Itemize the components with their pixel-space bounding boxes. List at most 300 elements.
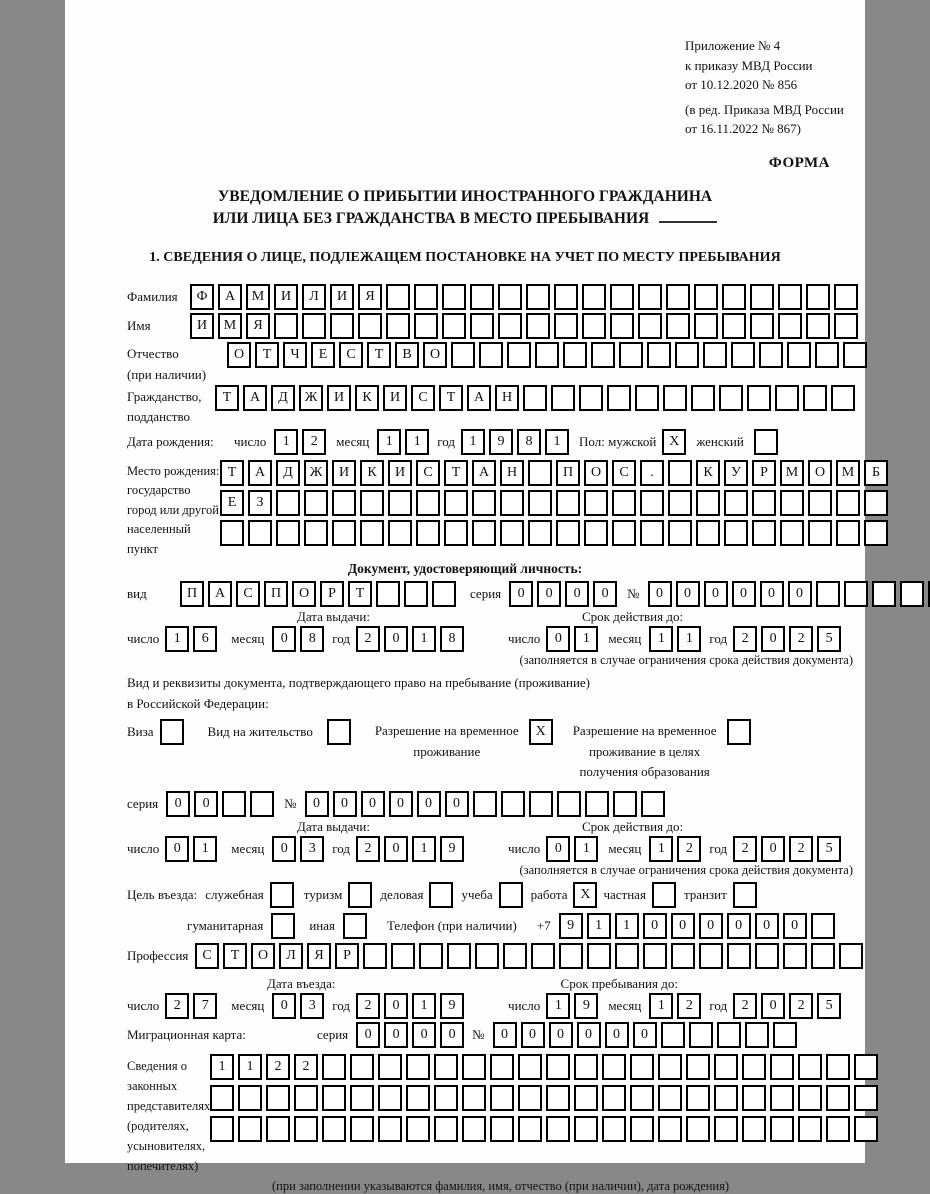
cell[interactable] bbox=[416, 520, 440, 546]
cell[interactable] bbox=[602, 1085, 626, 1111]
cell[interactable] bbox=[826, 1116, 850, 1142]
cell[interactable]: У bbox=[724, 460, 748, 486]
cell[interactable]: Ж bbox=[304, 460, 328, 486]
cell[interactable]: 0 bbox=[165, 836, 189, 862]
cell[interactable]: С bbox=[411, 385, 435, 411]
cell[interactable] bbox=[462, 1085, 486, 1111]
cell[interactable] bbox=[640, 520, 664, 546]
cell[interactable]: 1 bbox=[649, 626, 673, 652]
cell[interactable] bbox=[750, 284, 774, 310]
cell[interactable]: Р bbox=[320, 581, 344, 607]
cell[interactable] bbox=[419, 943, 443, 969]
cell[interactable]: Ч bbox=[283, 342, 307, 368]
cell[interactable] bbox=[490, 1085, 514, 1111]
cell[interactable] bbox=[591, 342, 615, 368]
cell[interactable] bbox=[451, 342, 475, 368]
cell[interactable] bbox=[322, 1054, 346, 1080]
cell[interactable]: 9 bbox=[489, 429, 513, 455]
identity-issue-day-cells[interactable] bbox=[165, 626, 217, 652]
cell[interactable] bbox=[686, 1116, 710, 1142]
cell[interactable]: 0 bbox=[412, 1022, 436, 1048]
cell[interactable] bbox=[727, 943, 751, 969]
cell[interactable]: Т bbox=[367, 342, 391, 368]
cell[interactable]: 2 bbox=[294, 1054, 318, 1080]
cell[interactable] bbox=[727, 719, 751, 745]
entry-day-cells[interactable] bbox=[165, 993, 217, 1019]
representatives-row2-cells[interactable] bbox=[210, 1085, 878, 1111]
cell[interactable] bbox=[526, 284, 550, 310]
cell[interactable] bbox=[574, 1116, 598, 1142]
purpose-tourism-checkbox[interactable] bbox=[348, 882, 372, 908]
cell[interactable] bbox=[523, 385, 547, 411]
cell[interactable] bbox=[582, 313, 606, 339]
cell[interactable]: 0 bbox=[643, 913, 667, 939]
cell[interactable] bbox=[778, 284, 802, 310]
cell[interactable] bbox=[826, 1085, 850, 1111]
cell[interactable] bbox=[691, 385, 715, 411]
cell[interactable] bbox=[613, 791, 637, 817]
cell[interactable]: 2 bbox=[733, 993, 757, 1019]
cell[interactable]: 2 bbox=[677, 836, 701, 862]
residence-valid-day-cells[interactable] bbox=[546, 836, 598, 862]
cell[interactable]: 0 bbox=[509, 581, 533, 607]
cell[interactable] bbox=[276, 490, 300, 516]
citizenship-cells[interactable] bbox=[215, 385, 855, 411]
cell[interactable] bbox=[843, 342, 867, 368]
identity-issue-year-cells[interactable] bbox=[356, 626, 464, 652]
cell[interactable]: 0 bbox=[577, 1022, 601, 1048]
cell[interactable]: Т bbox=[255, 342, 279, 368]
cell[interactable] bbox=[556, 490, 580, 516]
cell[interactable] bbox=[742, 1085, 766, 1111]
cell[interactable]: А bbox=[218, 284, 242, 310]
cell[interactable] bbox=[238, 1085, 262, 1111]
purpose-transit-checkbox[interactable] bbox=[733, 882, 757, 908]
cell[interactable] bbox=[638, 284, 662, 310]
cell[interactable]: 0 bbox=[761, 993, 785, 1019]
cell[interactable] bbox=[750, 313, 774, 339]
cell[interactable]: 0 bbox=[648, 581, 672, 607]
cell[interactable]: Е bbox=[311, 342, 335, 368]
cell[interactable]: И bbox=[383, 385, 407, 411]
cell[interactable]: Я bbox=[358, 284, 382, 310]
cell[interactable]: Т bbox=[215, 385, 239, 411]
cell[interactable] bbox=[803, 385, 827, 411]
cell[interactable]: 6 bbox=[193, 626, 217, 652]
cell[interactable]: 0 bbox=[593, 581, 617, 607]
cell[interactable]: И bbox=[330, 284, 354, 310]
purpose-business-checkbox[interactable] bbox=[429, 882, 453, 908]
cell[interactable] bbox=[834, 313, 858, 339]
cell[interactable] bbox=[304, 520, 328, 546]
cell[interactable]: Б bbox=[864, 460, 888, 486]
cell[interactable]: Я bbox=[307, 943, 331, 969]
cell[interactable]: 0 bbox=[788, 581, 812, 607]
cell[interactable] bbox=[696, 520, 720, 546]
cell[interactable] bbox=[773, 1022, 797, 1048]
cell[interactable]: 9 bbox=[574, 993, 598, 1019]
cell[interactable]: Ф bbox=[190, 284, 214, 310]
cell[interactable] bbox=[554, 313, 578, 339]
cell[interactable] bbox=[752, 520, 776, 546]
cell[interactable]: Н bbox=[495, 385, 519, 411]
cell[interactable] bbox=[386, 313, 410, 339]
surname-cells[interactable] bbox=[190, 284, 858, 310]
cell[interactable] bbox=[864, 520, 888, 546]
cell[interactable] bbox=[770, 1116, 794, 1142]
cell[interactable] bbox=[274, 313, 298, 339]
cell[interactable] bbox=[834, 284, 858, 310]
cell[interactable]: 1 bbox=[165, 626, 189, 652]
cell[interactable]: 0 bbox=[521, 1022, 545, 1048]
purpose-study-checkbox[interactable] bbox=[499, 882, 523, 908]
identity-valid-year-cells[interactable] bbox=[733, 626, 841, 652]
cell[interactable]: 2 bbox=[677, 993, 701, 1019]
cell[interactable]: П bbox=[180, 581, 204, 607]
cell[interactable]: X bbox=[662, 429, 686, 455]
cell[interactable] bbox=[747, 385, 771, 411]
cell[interactable] bbox=[528, 460, 552, 486]
cell[interactable]: 5 bbox=[817, 626, 841, 652]
identity-valid-month-cells[interactable] bbox=[649, 626, 701, 652]
cell[interactable]: 0 bbox=[384, 836, 408, 862]
cell[interactable] bbox=[416, 490, 440, 516]
cell[interactable]: 1 bbox=[615, 913, 639, 939]
cell[interactable] bbox=[754, 429, 778, 455]
cell[interactable] bbox=[647, 342, 671, 368]
cell[interactable] bbox=[719, 385, 743, 411]
cell[interactable]: С bbox=[339, 342, 363, 368]
cell[interactable] bbox=[414, 284, 438, 310]
cell[interactable] bbox=[546, 1085, 570, 1111]
cell[interactable]: 0 bbox=[272, 993, 296, 1019]
cell[interactable] bbox=[531, 943, 555, 969]
cell[interactable] bbox=[574, 1085, 598, 1111]
cell[interactable]: . bbox=[640, 460, 664, 486]
cell[interactable] bbox=[507, 342, 531, 368]
cell[interactable] bbox=[872, 581, 896, 607]
residence-issue-year-cells[interactable] bbox=[356, 836, 464, 862]
cell[interactable] bbox=[836, 490, 860, 516]
cell[interactable] bbox=[703, 342, 727, 368]
cell[interactable]: 0 bbox=[384, 993, 408, 1019]
cell[interactable] bbox=[479, 342, 503, 368]
identity-number-cells[interactable] bbox=[648, 581, 930, 607]
cell[interactable]: Л bbox=[279, 943, 303, 969]
cell[interactable]: 0 bbox=[493, 1022, 517, 1048]
cell[interactable]: Ж bbox=[299, 385, 323, 411]
cell[interactable]: 0 bbox=[633, 1022, 657, 1048]
purpose-official-checkbox[interactable] bbox=[270, 882, 294, 908]
cell[interactable]: П bbox=[556, 460, 580, 486]
cell[interactable]: О bbox=[808, 460, 832, 486]
cell[interactable]: 1 bbox=[405, 429, 429, 455]
cell[interactable] bbox=[638, 313, 662, 339]
purpose-work-checkbox[interactable] bbox=[573, 882, 597, 908]
cell[interactable]: 5 bbox=[817, 836, 841, 862]
cell[interactable] bbox=[671, 943, 695, 969]
cell[interactable]: 0 bbox=[727, 913, 751, 939]
cell[interactable] bbox=[472, 520, 496, 546]
cell[interactable] bbox=[579, 385, 603, 411]
cell[interactable] bbox=[350, 1116, 374, 1142]
cell[interactable]: О bbox=[584, 460, 608, 486]
cell[interactable] bbox=[668, 490, 692, 516]
cell[interactable]: А bbox=[467, 385, 491, 411]
cell[interactable] bbox=[699, 943, 723, 969]
residence-series-cells[interactable] bbox=[166, 791, 274, 817]
cell[interactable]: М bbox=[246, 284, 270, 310]
cell[interactable]: 0 bbox=[537, 581, 561, 607]
cell[interactable]: Р bbox=[335, 943, 359, 969]
cell[interactable] bbox=[610, 284, 634, 310]
cell[interactable]: 2 bbox=[356, 836, 380, 862]
cell[interactable] bbox=[444, 520, 468, 546]
cell[interactable] bbox=[276, 520, 300, 546]
cell[interactable]: Т bbox=[348, 581, 372, 607]
cell[interactable] bbox=[429, 882, 453, 908]
cell[interactable] bbox=[266, 1085, 290, 1111]
cell[interactable] bbox=[806, 284, 830, 310]
cell[interactable]: 8 bbox=[517, 429, 541, 455]
cell[interactable]: 9 bbox=[440, 836, 464, 862]
cell[interactable] bbox=[742, 1054, 766, 1080]
cell[interactable] bbox=[473, 791, 497, 817]
cell[interactable] bbox=[327, 719, 351, 745]
cell[interactable]: 2 bbox=[733, 836, 757, 862]
cell[interactable] bbox=[332, 490, 356, 516]
cell[interactable] bbox=[470, 313, 494, 339]
residence-issue-month-cells[interactable] bbox=[272, 836, 324, 862]
cell[interactable]: 2 bbox=[165, 993, 189, 1019]
cell[interactable] bbox=[358, 313, 382, 339]
cell[interactable]: 9 bbox=[559, 913, 583, 939]
cell[interactable]: М bbox=[218, 313, 242, 339]
cell[interactable] bbox=[350, 1085, 374, 1111]
cell[interactable]: 0 bbox=[783, 913, 807, 939]
cell[interactable]: 1 bbox=[587, 913, 611, 939]
cell[interactable] bbox=[811, 913, 835, 939]
cell[interactable]: X bbox=[529, 719, 553, 745]
cell[interactable] bbox=[360, 520, 384, 546]
cell[interactable] bbox=[815, 342, 839, 368]
cell[interactable] bbox=[499, 882, 523, 908]
cell[interactable]: 1 bbox=[649, 836, 673, 862]
cell[interactable]: 2 bbox=[302, 429, 326, 455]
cell[interactable] bbox=[376, 581, 400, 607]
cell[interactable]: 0 bbox=[445, 791, 469, 817]
birth-day-cells[interactable] bbox=[274, 429, 326, 455]
cell[interactable] bbox=[854, 1116, 878, 1142]
cell[interactable] bbox=[663, 385, 687, 411]
cell[interactable] bbox=[770, 1085, 794, 1111]
purpose-other-checkbox[interactable] bbox=[343, 913, 367, 939]
purpose-private-checkbox[interactable] bbox=[652, 882, 676, 908]
cell[interactable]: 0 bbox=[417, 791, 441, 817]
cell[interactable] bbox=[462, 1116, 486, 1142]
cell[interactable]: И bbox=[327, 385, 351, 411]
cell[interactable] bbox=[266, 1116, 290, 1142]
cell[interactable] bbox=[714, 1085, 738, 1111]
cell[interactable] bbox=[220, 520, 244, 546]
cell[interactable] bbox=[582, 284, 606, 310]
cell[interactable] bbox=[630, 1116, 654, 1142]
cell[interactable] bbox=[722, 284, 746, 310]
cell[interactable] bbox=[640, 490, 664, 516]
cell[interactable] bbox=[160, 719, 184, 745]
cell[interactable] bbox=[783, 943, 807, 969]
cell[interactable]: 0 bbox=[676, 581, 700, 607]
cell[interactable]: О bbox=[423, 342, 447, 368]
cell[interactable] bbox=[442, 284, 466, 310]
cell[interactable] bbox=[615, 943, 639, 969]
cell[interactable] bbox=[386, 284, 410, 310]
cell[interactable]: С bbox=[416, 460, 440, 486]
cell[interactable] bbox=[742, 1116, 766, 1142]
cell[interactable]: 1 bbox=[412, 993, 436, 1019]
cell[interactable] bbox=[248, 520, 272, 546]
cell[interactable] bbox=[414, 313, 438, 339]
cell[interactable] bbox=[404, 581, 428, 607]
cell[interactable]: В bbox=[395, 342, 419, 368]
cell[interactable] bbox=[584, 490, 608, 516]
cell[interactable] bbox=[808, 490, 832, 516]
cell[interactable]: Н bbox=[500, 460, 524, 486]
cell[interactable] bbox=[434, 1116, 458, 1142]
cell[interactable]: 2 bbox=[789, 993, 813, 1019]
cell[interactable]: 0 bbox=[356, 1022, 380, 1048]
residence-permit-checkbox[interactable] bbox=[327, 719, 351, 745]
cell[interactable] bbox=[717, 1022, 741, 1048]
cell[interactable] bbox=[250, 791, 274, 817]
cell[interactable] bbox=[322, 1085, 346, 1111]
cell[interactable] bbox=[406, 1116, 430, 1142]
cell[interactable] bbox=[526, 313, 550, 339]
stay-year-cells[interactable] bbox=[733, 993, 841, 1019]
cell[interactable]: 0 bbox=[549, 1022, 573, 1048]
cell[interactable] bbox=[294, 1085, 318, 1111]
cell[interactable] bbox=[652, 882, 676, 908]
cell[interactable] bbox=[752, 490, 776, 516]
cell[interactable]: 1 bbox=[412, 626, 436, 652]
cell[interactable]: 0 bbox=[565, 581, 589, 607]
cell[interactable] bbox=[535, 342, 559, 368]
cell[interactable]: М bbox=[836, 460, 860, 486]
visa-checkbox[interactable] bbox=[160, 719, 184, 745]
cell[interactable]: 1 bbox=[677, 626, 701, 652]
cell[interactable]: 0 bbox=[272, 836, 296, 862]
name-cells[interactable] bbox=[190, 313, 858, 339]
birth-place-row1-cells[interactable] bbox=[220, 460, 888, 486]
cell[interactable] bbox=[755, 943, 779, 969]
cell[interactable]: 0 bbox=[389, 791, 413, 817]
cell[interactable]: М bbox=[780, 460, 804, 486]
cell[interactable] bbox=[222, 791, 246, 817]
cell[interactable] bbox=[554, 284, 578, 310]
cell[interactable] bbox=[270, 882, 294, 908]
cell[interactable]: И bbox=[388, 460, 412, 486]
residence-valid-year-cells[interactable] bbox=[733, 836, 841, 862]
cell[interactable]: 1 bbox=[412, 836, 436, 862]
cell[interactable] bbox=[378, 1085, 402, 1111]
cell[interactable]: 1 bbox=[193, 836, 217, 862]
identity-series-cells[interactable] bbox=[509, 581, 617, 607]
cell[interactable] bbox=[271, 913, 295, 939]
cell[interactable] bbox=[666, 313, 690, 339]
cell[interactable] bbox=[551, 385, 575, 411]
cell[interactable] bbox=[694, 284, 718, 310]
cell[interactable]: Я bbox=[246, 313, 270, 339]
cell[interactable]: 0 bbox=[194, 791, 218, 817]
cell[interactable] bbox=[378, 1054, 402, 1080]
cell[interactable]: К bbox=[355, 385, 379, 411]
cell[interactable]: 7 bbox=[193, 993, 217, 1019]
cell[interactable]: 0 bbox=[605, 1022, 629, 1048]
cell[interactable] bbox=[559, 943, 583, 969]
cell[interactable]: 2 bbox=[356, 626, 380, 652]
cell[interactable] bbox=[518, 1085, 542, 1111]
cell[interactable] bbox=[816, 581, 840, 607]
cell[interactable]: 3 bbox=[300, 993, 324, 1019]
cell[interactable]: 8 bbox=[440, 626, 464, 652]
cell[interactable] bbox=[619, 342, 643, 368]
cell[interactable] bbox=[391, 943, 415, 969]
cell[interactable] bbox=[694, 313, 718, 339]
cell[interactable] bbox=[500, 490, 524, 516]
cell[interactable] bbox=[528, 490, 552, 516]
cell[interactable] bbox=[770, 1054, 794, 1080]
cell[interactable] bbox=[360, 490, 384, 516]
cell[interactable] bbox=[658, 1054, 682, 1080]
cell[interactable] bbox=[864, 490, 888, 516]
cell[interactable]: С bbox=[612, 460, 636, 486]
cell[interactable]: 1 bbox=[461, 429, 485, 455]
cell[interactable]: 8 bbox=[300, 626, 324, 652]
cell[interactable]: 0 bbox=[305, 791, 329, 817]
representatives-row1-cells[interactable] bbox=[210, 1054, 878, 1080]
cell[interactable] bbox=[574, 1054, 598, 1080]
residence-issue-day-cells[interactable] bbox=[165, 836, 217, 862]
identity-valid-day-cells[interactable] bbox=[546, 626, 598, 652]
phone-cells[interactable] bbox=[559, 913, 835, 939]
cell[interactable] bbox=[500, 520, 524, 546]
cell[interactable] bbox=[434, 1054, 458, 1080]
cell[interactable] bbox=[503, 943, 527, 969]
cell[interactable] bbox=[406, 1085, 430, 1111]
cell[interactable] bbox=[724, 520, 748, 546]
cell[interactable]: С bbox=[236, 581, 260, 607]
cell[interactable]: 0 bbox=[166, 791, 190, 817]
cell[interactable]: 0 bbox=[440, 1022, 464, 1048]
birth-place-row3-cells[interactable] bbox=[220, 520, 888, 546]
cell[interactable]: И bbox=[190, 313, 214, 339]
cell[interactable]: Т bbox=[444, 460, 468, 486]
edu-residence-checkbox[interactable] bbox=[727, 719, 751, 745]
cell[interactable]: Д bbox=[276, 460, 300, 486]
cell[interactable] bbox=[714, 1116, 738, 1142]
cell[interactable]: Т bbox=[439, 385, 463, 411]
cell[interactable] bbox=[470, 284, 494, 310]
cell[interactable] bbox=[518, 1054, 542, 1080]
cell[interactable]: П bbox=[264, 581, 288, 607]
cell[interactable] bbox=[798, 1116, 822, 1142]
cell[interactable] bbox=[643, 943, 667, 969]
cell[interactable]: А bbox=[248, 460, 272, 486]
cell[interactable]: О bbox=[292, 581, 316, 607]
cell[interactable] bbox=[612, 520, 636, 546]
cell[interactable]: 1 bbox=[545, 429, 569, 455]
cell[interactable]: 0 bbox=[272, 626, 296, 652]
